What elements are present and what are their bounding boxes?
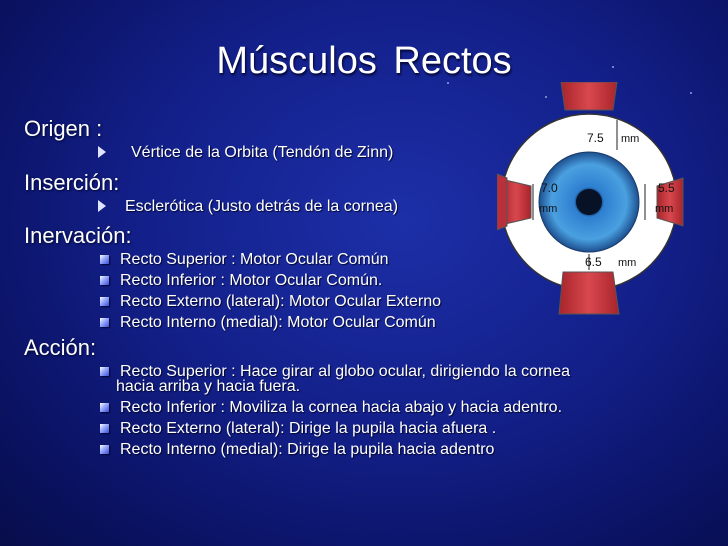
origen-item: Vértice de la Orbita (Tendón de Zinn) — [131, 144, 394, 161]
accion-item: Recto Interno (medial): Dirige la pupila hacia adentro — [120, 441, 495, 458]
heading-inervacion: Inervación: — [24, 223, 132, 248]
inervacion-item: Recto Interno (medial): Motor Ocular Común — [120, 314, 436, 331]
star-decoration — [690, 92, 692, 94]
square-bullet-icon — [100, 424, 109, 433]
heading-accion: Acción: — [24, 335, 97, 360]
heading-origen: Origen : — [24, 116, 103, 141]
arrow-bullet-icon — [98, 200, 106, 212]
accion-item-continuation: hacia arriba y hacia fuera. — [116, 378, 301, 395]
square-bullet-icon — [100, 403, 109, 412]
arrow-bullet-icon — [98, 146, 106, 158]
accion-item: Recto Superior : Hace girar al globo ocular, dirigiendo la cornea — [120, 363, 571, 380]
heading-insercion: Inserción: — [24, 170, 120, 195]
eye-muscle-diagram — [497, 82, 687, 322]
inervacion-item: Recto Superior : Motor Ocular Común — [120, 251, 389, 268]
bottom-measure-unit: mm — [618, 257, 637, 269]
accion-item: Recto Externo (lateral): Dirige la pupila hacia afuera . — [120, 420, 497, 437]
pupil-circle — [576, 189, 602, 215]
right-measure-unit: mm — [655, 203, 674, 215]
superior-rectus-muscle — [561, 82, 617, 110]
inervacion-item: Recto Externo (lateral): Motor Ocular Externo — [120, 293, 442, 310]
right-measure-value: 5.5 — [658, 181, 675, 195]
square-bullet-icon — [100, 276, 109, 285]
bottom-measure-value: 6.5 — [585, 255, 602, 269]
top-measure-unit: mm — [621, 133, 640, 145]
insercion-item: Esclerótica (Justo detrás de la cornea) — [125, 198, 399, 215]
accion-item: Recto Inferior : Moviliza la cornea hacia abajo y hacia adentro. — [120, 399, 563, 416]
left-measure-value: 7.0 — [541, 181, 558, 195]
top-measure-value: 7.5 — [587, 131, 604, 145]
medial-rectus-muscle-outer — [497, 174, 507, 230]
square-bullet-icon — [100, 445, 109, 454]
square-bullet-icon — [100, 297, 109, 306]
slide-title: Músculos Rectos — [216, 40, 512, 82]
square-bullet-icon — [100, 255, 109, 264]
inervacion-item: Recto Inferior : Motor Ocular Común. — [120, 272, 383, 289]
inferior-rectus-muscle — [559, 272, 619, 314]
left-measure-unit: mm — [539, 203, 558, 215]
square-bullet-icon — [100, 318, 109, 327]
square-bullet-icon — [100, 367, 109, 376]
